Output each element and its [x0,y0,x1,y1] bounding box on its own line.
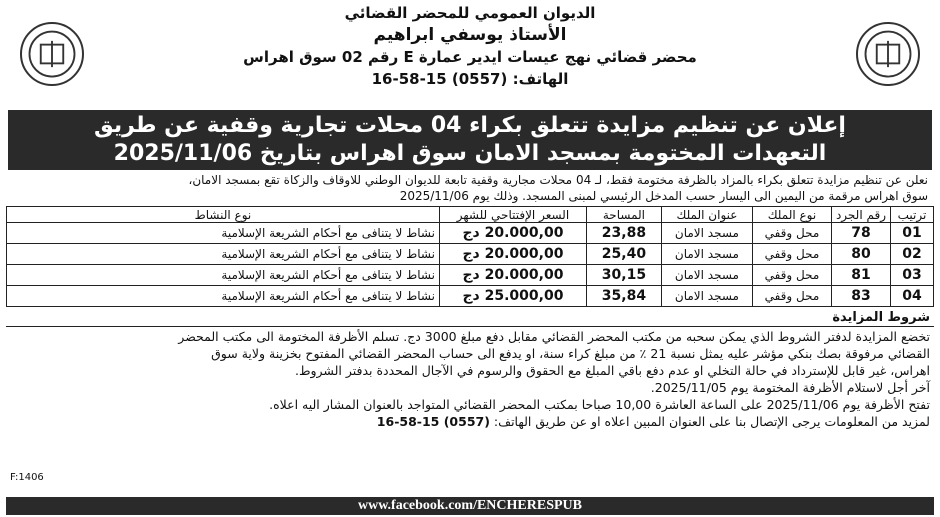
emblem-logo-left [20,22,84,86]
conditions-body [6,327,934,430]
contact-line [10,413,930,430]
phone-label: الهاتف: [512,70,569,88]
table-row [7,286,934,307]
cell-type: محل وقفي [752,265,831,286]
cell-type: محل وقفي [752,223,831,244]
title-line-2: التعهدات المختومة بمسجد الامان سوق اهراس بتاريخ 2025/11/06 [113,141,827,166]
cell-price: 25.000,00 دج [439,286,586,307]
table-row [7,223,934,244]
cell-area: 23,88 [586,223,661,244]
cell-inventory: 80 [831,244,890,265]
cell-type: محل وقفي [752,244,831,265]
col-price: السعر الإفتتاحي للشهر [439,207,586,223]
cell-inventory: 78 [831,223,890,244]
cell-area: 35,84 [586,286,661,307]
title-line-1: إعلان عن تنظيم مزايدة تتعلق بكراء 04 محلات تجارية وقفية عن طريق [94,113,846,138]
announcement-title [8,110,932,170]
footer-url: www.facebook.com/ENCHERESPUB [6,497,934,515]
col-type: نوع الملك [752,207,831,223]
condition-line: تفتح الأظرفة يوم 2025/11/06 على الساعة العاشرة 10,00 صباحا بمكتب المحضر القضائي المتواجد بالعنوان المشار اليه اعلاه. [269,397,930,412]
cell-price: 20.000,00 دج [439,244,586,265]
col-area: المساحة [586,207,661,223]
cell-order: 04 [891,286,934,307]
cell-area: 30,15 [586,265,661,286]
cell-activity: نشاط لا يتنافى مع أحكام الشريعة الإسلامية [7,223,440,244]
cell-address: مسجد الامان [661,223,752,244]
cell-address: مسجد الامان [661,286,752,307]
condition-line: اهراس، غير قابل للإسترداد في حالة التخلي او عدم دفع باقي المبلغ مع الحقوق والرسوم في الآجال المحددة بدفتر الشروط. [294,363,930,378]
reference-code: F:1406 [10,472,44,483]
cell-inventory: 83 [831,286,890,307]
contact-text: لمزيد من المعلومات يرجى الإتصال بنا على العنوان المبين اعلاه او عن طريق الهاتف: [493,414,930,429]
table-row [7,265,934,286]
cell-price: 20.000,00 دج [439,265,586,286]
cell-activity: نشاط لا يتنافى مع أحكام الشريعة الإسلامية [7,244,440,265]
table-row [7,244,934,265]
shops-table [6,206,934,307]
cell-order: 01 [891,223,934,244]
condition-line: آخر أجل لاستلام الأظرفة المختومة يوم 2025/11/05. [650,380,930,395]
cell-activity: نشاط لا يتنافى مع أحكام الشريعة الإسلامية [7,265,440,286]
cell-address: مسجد الامان [661,244,752,265]
emblem-logo-right [856,22,920,86]
office-phone [6,68,934,90]
header [6,2,934,110]
phone-number: 16-58-15 (0557) [371,70,508,88]
condition-line: تخضع المزايدة لدفتر الشروط الذي يمكن سحبه من مكتب المحضر القضائي مقابل دفع مبلغ 3000 دج. تسلم الأظرفة المختومة الى مكتب المحضر [178,329,930,344]
cell-address: مسجد الامان [661,265,752,286]
col-activity: نوع النشاط [7,207,440,223]
table-header-row [7,207,934,223]
col-order: ترتيب [891,207,934,223]
office-name: الديوان العمومي للمحضر القضائي [344,4,596,22]
cell-activity: نشاط لا يتنافى مع أحكام الشريعة الإسلامية [7,286,440,307]
cell-order: 02 [891,244,934,265]
office-address: محضر قضائي نهج عيسات ايدير عمارة E رقم 02 سوق اهراس [243,48,697,66]
col-address: عنوان الملك [661,207,752,223]
contact-phone: 16-58-15 (0557) [376,414,490,429]
intro-line-1: نعلن عن تنظيم مزايدة تتعلق بكراء بالمزاد بالظرفة مختومة فقط، لـ 04 محلات مجارية وقفية تابعة للديوان الوطني للاوقاف والزكاة تقع بمسجد الامان، [188,173,928,187]
col-inventory: رقم الجرد [831,207,890,223]
cell-price: 20.000,00 دج [439,223,586,244]
intro-text [6,170,934,204]
condition-line: القضائي مرفوقة بصك بنكي مؤشر عليه يمثل نسبة 21 ٪ من مبلغ كراء سنة، او يدفع الى حساب المحضر القضائي المفتوح بخزينة ولاية سوق [211,346,930,361]
cell-area: 25,40 [586,244,661,265]
bailiff-name: الأستاذ يوسفي ابراهيم [373,25,567,45]
conditions-title: شروط المزايدة [6,308,934,327]
cell-type: محل وقفي [752,286,831,307]
cell-inventory: 81 [831,265,890,286]
cell-order: 03 [891,265,934,286]
intro-line-2: سوق اهراس مرقمة من اليمين الى اليسار حسب المدخل الرئيسي لمبنى المسجد. وذلك يوم 2025/11/06 [399,189,928,203]
